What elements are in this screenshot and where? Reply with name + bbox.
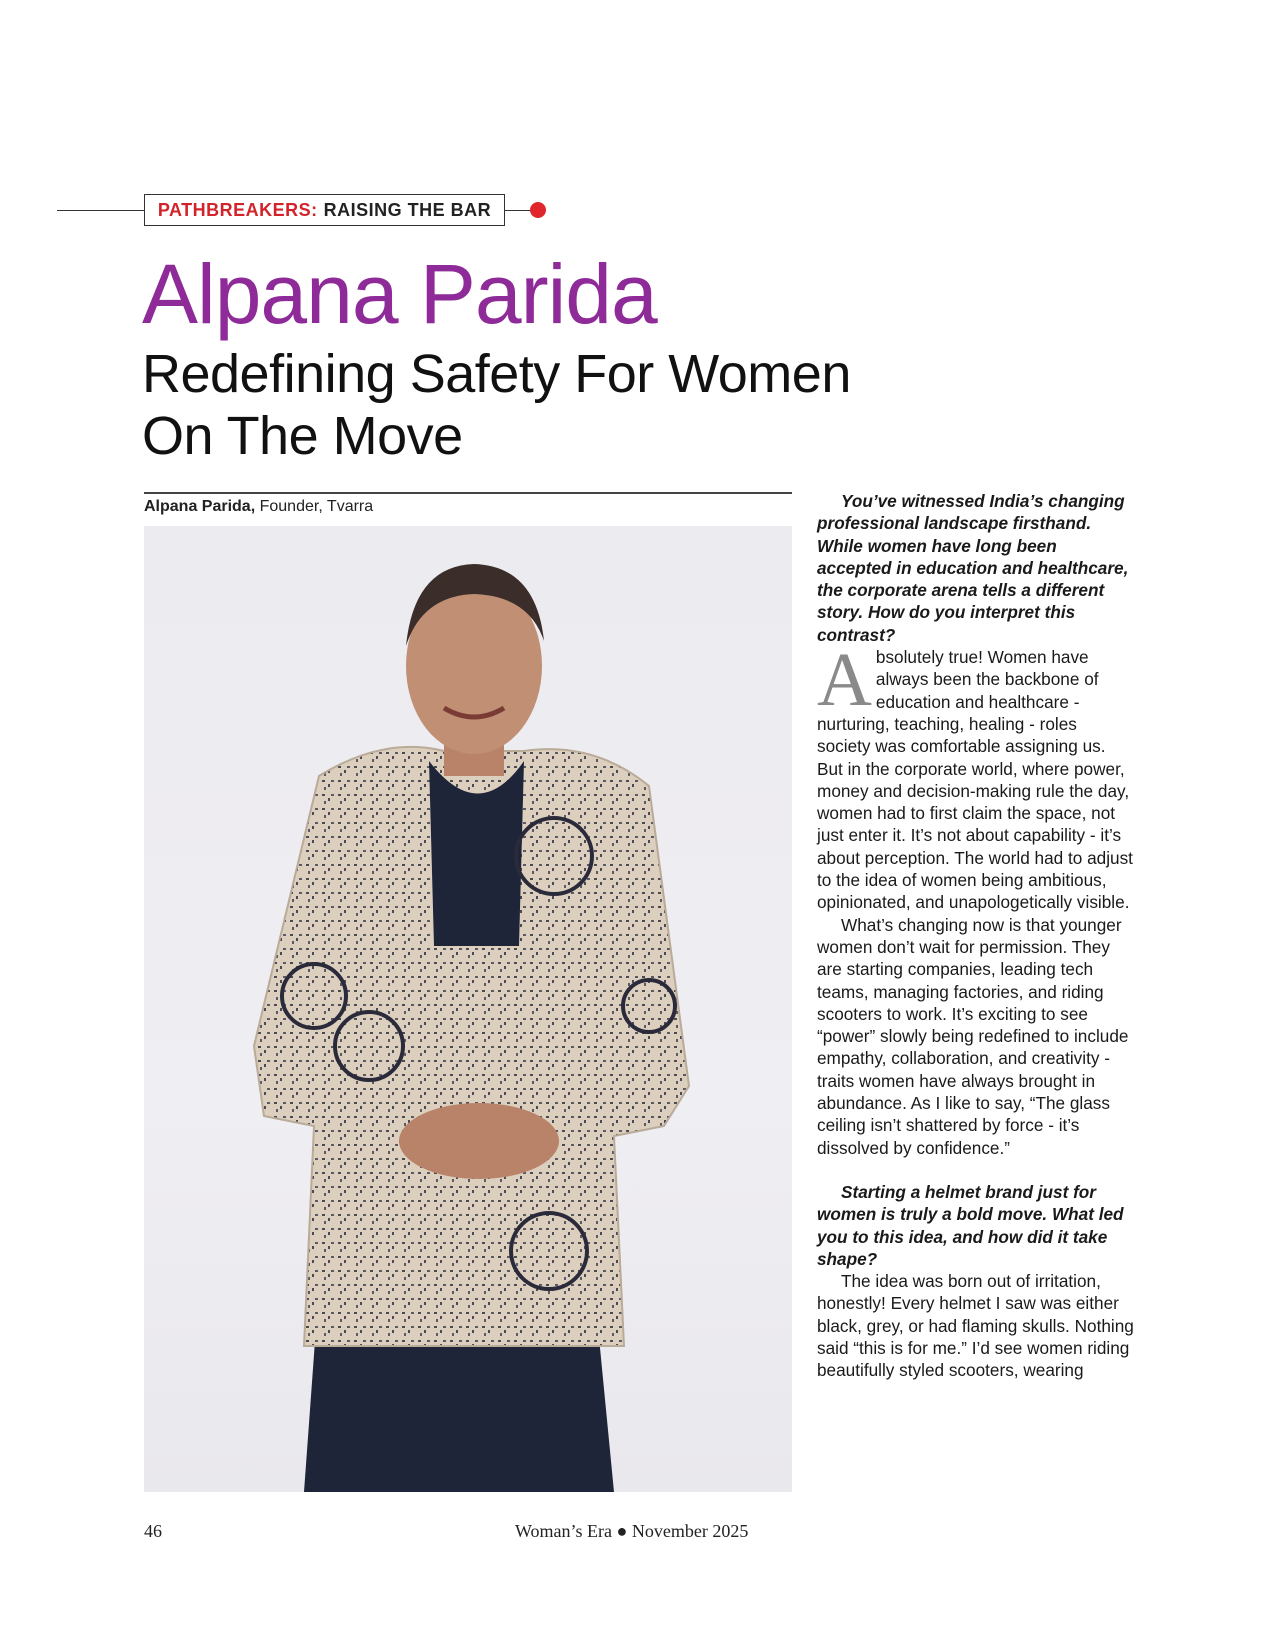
drop-cap: A (817, 638, 872, 723)
publication-footer: Woman’s Era ● November 2025 (515, 1521, 749, 1541)
subtitle-line-2: On The Move (142, 406, 463, 466)
section-header-line-right (505, 210, 531, 211)
answer-1-text: bsolutely true! Women have always been the backbone of education and healthcare - nurturing, teaching, healing - roles society was comfortable assigning us. But in the corporate world, where power, money and decision-making rule the day, women had to first claim the space, not just enter it. It’s not about capability - it’s about perception. The world had to adjust to the idea of women being ambitious, opinionated, and unapologetically visible. (817, 647, 1133, 913)
byline (144, 498, 373, 516)
paragraph-gap (817, 1159, 1135, 1181)
portrait-photo (144, 526, 792, 1492)
article-body (817, 490, 1135, 1382)
section-header (144, 194, 505, 226)
section-header-line-left (57, 210, 145, 211)
question-2: Starting a helmet brand just for women is truly a bold move. What led you to this idea, and how did it take shape? (817, 1181, 1124, 1269)
question-1: You’ve witnessed India’s changing professional landscape firsthand. While women have long been accepted in education and healthcare, the corporate arena tells a different story. How do you interpret this contrast? (817, 491, 1129, 645)
section-label-red: PATHBREAKERS: (157, 199, 318, 220)
portrait-illustration (144, 526, 792, 1492)
byline-role: Founder, Tvarra (259, 498, 374, 515)
byline-rule (144, 492, 792, 494)
section-label-black: RAISING THE BAR (323, 199, 492, 220)
article-name: Alpana Parida (142, 247, 657, 341)
subtitle-line-1: Redefining Safety For Women (142, 344, 851, 404)
byline-name: Alpana Parida, (144, 498, 256, 515)
article-subtitle (142, 343, 942, 467)
red-dot-icon (530, 202, 546, 218)
page-number: 46 (144, 1521, 162, 1541)
answer-1-paragraph-1 (817, 638, 1135, 914)
answer-1-paragraph-2: What’s changing now is that younger women don’t wait for permission. They are starting companies, leading tech teams, managing factories, and riding scooters to work. It’s exciting to see “power” slowly being redefined to include empathy, collaboration, and creativity - traits women have always brought in abundance. As I like to say, “The glass ceiling isn’t shattered by force - it’s dissolved by confidence.” (817, 914, 1129, 1158)
answer-2-paragraph-1: The idea was born out of irritation, honestly! Every helmet I saw was either black, grey, or had flaming skulls. Nothing said “this is for me.” I’d see women riding beautifully styled scooters, wearing (817, 1271, 1134, 1381)
